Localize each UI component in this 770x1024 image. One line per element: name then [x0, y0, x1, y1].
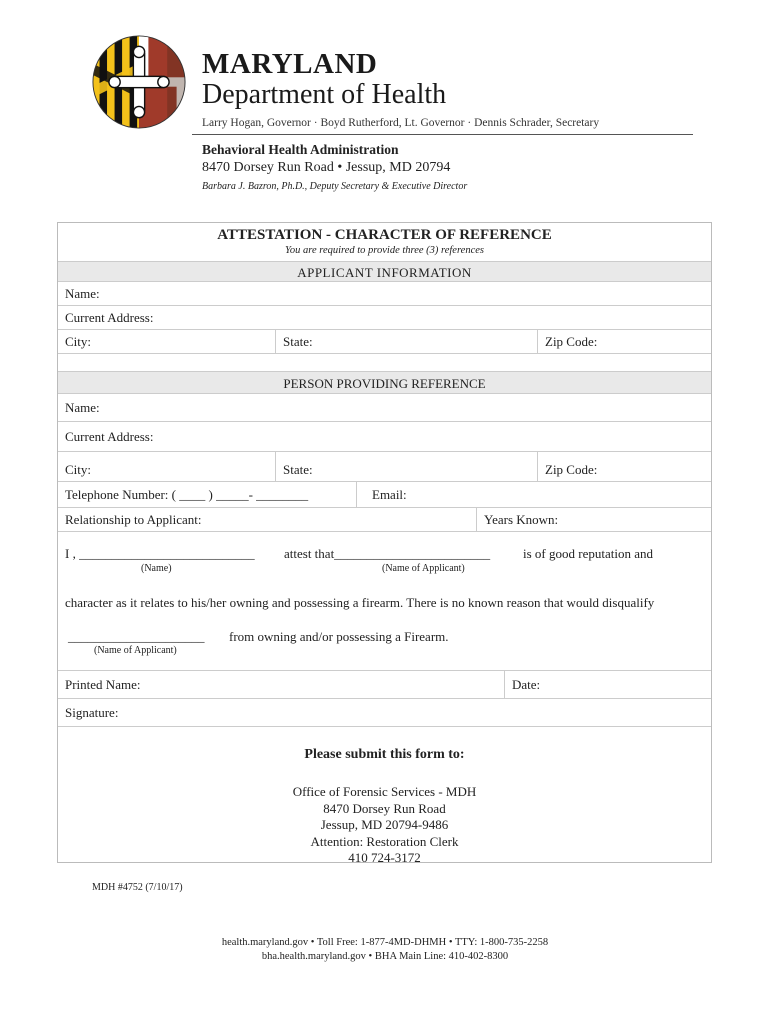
reference-phone-field[interactable] [58, 482, 356, 507]
reference-city-field[interactable] [58, 452, 275, 481]
applicant-state-field[interactable] [276, 330, 538, 353]
footer-line-2: bha.health.maryland.gov • BHA Main Line: 410-402-8300 [261, 951, 509, 962]
submit-block [58, 727, 711, 864]
agency-name: MARYLAND [202, 48, 378, 80]
reference-years-label: Years Known: [484, 511, 559, 527]
page-footer [0, 936, 770, 964]
applicant-section-label: APPLICANT INFORMATION [297, 265, 472, 280]
submit-line: 8470 Dorsey Run Road [323, 800, 446, 816]
reference-name-label: Name: [65, 399, 100, 415]
reference-address-row[interactable] [58, 422, 711, 452]
division-address: 8470 Dorsey Run Road • Jessup, MD 20794 [202, 160, 451, 175]
printed-name-label: Printed Name: [65, 676, 141, 692]
reference-address-label: Current Address: [65, 428, 154, 444]
submit-line: Jessup, MD 20794-9486 [320, 817, 449, 832]
applicant-caption: (Name of Applicant) [382, 563, 465, 574]
reference-zip-label: Zip Code: [545, 462, 598, 477]
applicant-caption-2: (Name of Applicant) [94, 645, 177, 656]
reference-city-row [58, 452, 711, 482]
attest-reference-name-blank[interactable]: I , ___________________________ [65, 546, 255, 561]
applicant-address-label: Current Address: [65, 309, 154, 325]
attest-firearm-line: from owning and/or possessing a Firearm. [229, 629, 449, 644]
reference-zip-field[interactable] [538, 452, 713, 481]
form-title: ATTESTATION - CHARACTER OF REFERENCE [217, 227, 552, 243]
attest-applicant-name-blank[interactable]: attest that________________________ [284, 546, 491, 561]
maryland-seal-icon [92, 35, 186, 129]
department-name: Department of Health [202, 79, 447, 110]
reference-email-field[interactable] [365, 482, 713, 507]
date-label: Date: [512, 676, 541, 692]
signature-label: Signature: [65, 704, 119, 720]
name-caption: (Name) [141, 563, 172, 574]
signature-row[interactable] [58, 699, 711, 727]
reference-relationship-row [58, 508, 711, 532]
reference-years-field[interactable] [477, 508, 713, 531]
attest-character-line: character as it relates to his/her owning and possessing a firearm. There is no known reason that would disqualify [65, 595, 655, 610]
reference-phone-label: Telephone Number: ( ____ ) _____- ________ [65, 486, 309, 502]
applicant-zip-field[interactable] [538, 330, 713, 353]
applicant-city-row [58, 330, 711, 354]
applicant-city-field[interactable] [58, 330, 275, 353]
header-divider [192, 134, 693, 135]
footer-line-1: health.maryland.gov • Toll Free: 1-877-4MD-DHMH • TTY: 1-800-735-2258 [221, 937, 549, 948]
date-field[interactable] [505, 671, 713, 698]
reference-name-row[interactable] [58, 394, 711, 422]
reference-relationship-field[interactable] [58, 508, 476, 531]
submit-line: Office of Forensic Services - MDH [292, 784, 477, 799]
reference-city-label: City: [65, 462, 92, 477]
form-subtitle: You are required to provide three (3) references [285, 245, 484, 256]
applicant-city-label: City: [65, 333, 92, 349]
spacer-row [58, 354, 711, 372]
printed-name-field[interactable] [58, 671, 504, 698]
applicant-zip-label: Zip Code: [545, 333, 598, 349]
reference-email-label: Email: [372, 486, 407, 502]
reference-state-label: State: [283, 462, 313, 477]
form-title-block [58, 223, 711, 261]
applicant-name-label: Name: [65, 285, 100, 301]
applicant-state-label: State: [283, 333, 313, 349]
reference-section-header [58, 372, 711, 394]
attestation-block [58, 532, 711, 671]
division-name: Behavioral Health Administration [202, 142, 399, 157]
officials-line: Larry Hogan, Governor · Boyd Rutherford, Lt. Governor · Dennis Schrader, Secretary [202, 117, 600, 129]
reference-state-field[interactable] [276, 452, 538, 481]
printed-name-row [58, 671, 711, 699]
applicant-address-row[interactable] [58, 306, 711, 330]
reference-relationship-label: Relationship to Applicant: [65, 511, 202, 527]
reference-section-label: PERSON PROVIDING REFERENCE [283, 376, 486, 391]
submit-line: 410 724-3172 [348, 850, 421, 865]
submit-line: Attention: Restoration Clerk [310, 833, 459, 849]
applicant-name-row[interactable] [58, 282, 711, 306]
reference-contact-row [58, 482, 711, 508]
submit-address [58, 784, 711, 867]
deputy-secretary: Barbara J. Bazron, Ph.D., Deputy Secretary & Executive Director [202, 181, 468, 192]
form-number: MDH #4752 (7/10/17) [92, 882, 183, 893]
submit-heading: Please submit this form to: [304, 747, 465, 762]
applicant-section-header [58, 261, 711, 282]
attest-statement-end: is of good reputation and [523, 546, 653, 561]
attestation-form [57, 222, 712, 863]
attest-applicant-blank-2[interactable]: _____________________ [68, 629, 205, 644]
